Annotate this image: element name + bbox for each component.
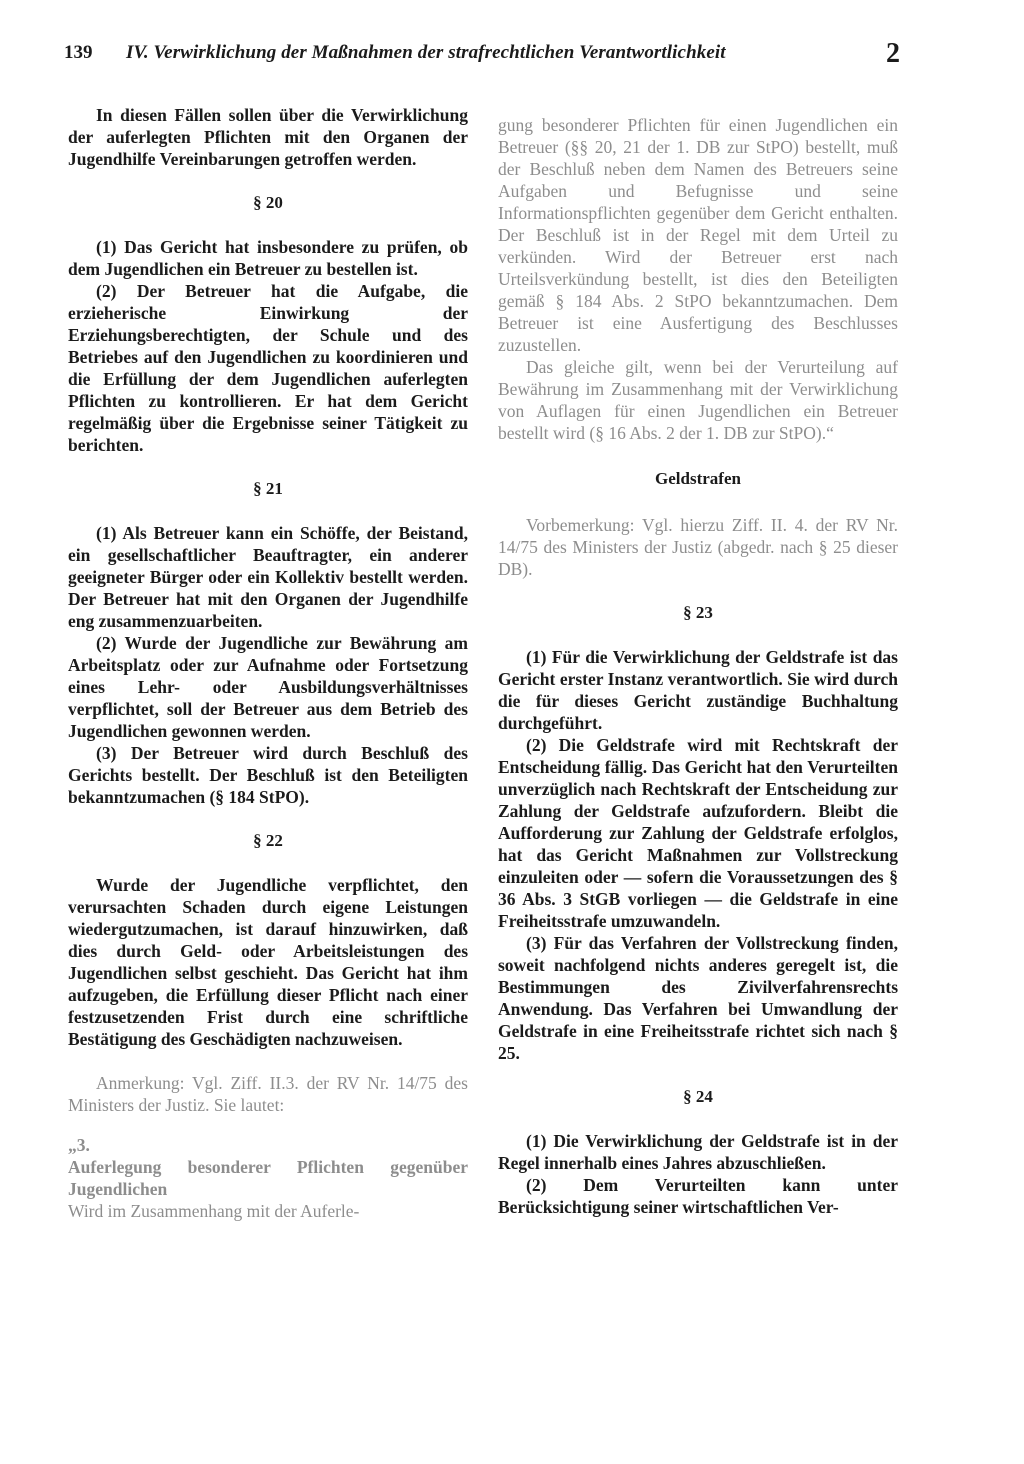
running-title: IV. Verwirklichung der Maßnahmen der strafrechtlichen Verantwortlichkeit — [126, 42, 726, 63]
section-20-para-2: (2) Der Betreuer hat die Aufgabe, die erzieherische Einwirkung der Erziehungsberechtigten, der Schule und des Betriebes auf den Jugendlichen zu koordinieren und die Erfüllung der dem Jugendlichen auferlegten Pflichten zu kontrollieren. Er hat dem Gericht regelmäßig über die Ergebnisse seiner Tätigkeit zu berichten. — [68, 281, 468, 455]
note-paragraph: Anmerkung: Vgl. Ziff. II.3. der RV Nr. 14/75 des Ministers der Justiz. Sie lautet: — [68, 1073, 468, 1115]
section-21-heading: § 21 — [253, 479, 283, 498]
quote-continuation: gung besonderer Pflichten für einen Jugendlichen ein Betreuer (§§ 20, 21 der 1. DB zur StPO) bestellt, muß der Beschluß neben dem Namen des Betreuers seine Aufgaben und Befugnisse und seine Informationspflichten gegenüber dem Gericht enthalten. Der Beschluß ist in der Regel mit dem Urteil zu verkünden. Wird der Betreuer erst nach Urteilsverkündung bestellt, ist dies den Beteiligten gemäß § 184 Abs. 2 StPO bekanntzumachen. Dem Betreuer ist eine Ausfertigung des Beschlusses zuzustellen. — [498, 115, 898, 355]
section-21-para-1: (1) Als Betreuer kann ein Schöffe, der Beistand, ein gesellschaftlicher Beauftragter, ein anderer geeigneter Bürger oder ein Kollektiv bestellt werden. Der Betreuer hat mit den Organen der Jugendhilfe eng zusammenzuarbeiten. — [68, 523, 468, 631]
quote-paragraph-2: Das gleiche gilt, wenn bei der Verurteilung auf Bewährung im Zusammenhang mit der Verwirklichung von Auflagen für einen Jugendlichen ein Betreuer bestellt wird (§ 16 Abs. 2 der 1. DB zur StPO).“ — [498, 357, 898, 443]
section-23-para-2: (2) Die Geldstrafe wird mit Rechtskraft der Entscheidung fällig. Das Gericht hat den Verurteilten unverzüglich nach Rechtskraft der Entscheidung zur Zahlung der Geldstrafe aufzufordern. Bleibt die Aufforderung zur Zahlung der Geldstrafe erfolglos, hat das Gericht Maßnahmen zur Vollstreckung einzuleiten oder — sofern die Voraussetzungen des § 36 Abs. 3 StGB vorliegen — die Geldstrafe in eine Freiheitsstrafe umzuwandeln. — [498, 735, 898, 931]
section-21-para-3: (3) Der Betreuer wird durch Beschluß des Gerichts bestellt. Der Beschluß ist den Beteiligten bekanntzumachen (§ 184 StPO). — [68, 743, 468, 807]
section-21-para-2: (2) Wurde der Jugendliche zur Bewährung am Arbeitsplatz oder zur Aufnahme oder Fortsetzung eines Lehr- oder Ausbildungsverhältnisses verpflichtet, soll der Betreuer aus dem Betrieb des Jugendlichen gewonnen werden. — [68, 633, 468, 741]
right-column — [498, 114, 898, 1218]
chapter-marker: 2 — [886, 38, 900, 69]
section-20-para-1: (1) Das Gericht hat insbesondere zu prüfen, ob dem Jugendlichen ein Betreuer zu bestellen ist. — [68, 237, 468, 279]
section-23-para-1: (1) Für die Verwirklichung der Geldstrafe ist das Gericht erster Instanz verantwortlich. Sie wird durch die für dieses Gericht zuständige Buchhaltung durchgeführt. — [498, 647, 898, 733]
page-number: 139 — [64, 42, 93, 63]
section-22-heading: § 22 — [253, 831, 283, 850]
intro-paragraph: In diesen Fällen sollen über die Verwirklichung der auferlegten Pflichten mit den Organen der Jugendhilfe Vereinbarungen getroffen werden. — [68, 105, 468, 169]
section-24-heading: § 24 — [683, 1087, 713, 1106]
geldstrafen-note: Vorbemerkung: Vgl. hierzu Ziff. II. 4. der RV Nr. 14/75 des Ministers der Justiz (abgedr. nach § 25 dieser DB). — [498, 515, 898, 579]
geldstrafen-heading: Geldstrafen — [655, 469, 741, 488]
section-24-para-2: (2) Dem Verurteilten kann unter Berücksichtigung seiner wirtschaftlichen Ver- — [498, 1175, 898, 1217]
left-column — [68, 104, 468, 1222]
quote-heading: Auferlegung besonderer Pflichten gegenüber Jugendlichen — [68, 1157, 468, 1199]
section-24-para-1: (1) Die Verwirklichung der Geldstrafe ist in der Regel innerhalb eines Jahres abzuschließen. — [498, 1131, 898, 1173]
quote-number: „3. — [68, 1135, 90, 1155]
section-22-para-1: Wurde der Jugendliche verpflichtet, den verursachten Schaden durch eigene Leistungen wiedergutzumachen, ist darauf hinzuwirken, daß dies durch Geld- oder Arbeitsleistungen des Jugendlichen selbst geschieht. Das Gericht hat ihm aufzugeben, die Erfüllung dieser Pflicht nach einer festzusetzenden Frist durch eine schriftliche Bestätigung des Geschädigten nachzuweisen. — [68, 875, 468, 1049]
running-header — [64, 42, 914, 76]
section-23-heading: § 23 — [683, 603, 713, 622]
section-23-para-3: (3) Für das Verfahren der Vollstreckung finden, soweit nachfolgend nichts anderes geregelt ist, die Bestimmungen des Zivilverfahrensrechts Anwendung. Das Verfahren bei Umwandlung der Geldstrafe in eine Freiheitsstrafe richtet sich nach § 25. — [498, 933, 898, 1063]
section-20-heading: § 20 — [253, 193, 283, 212]
quote-start: Wird im Zusammenhang mit der Auferle- — [68, 1201, 360, 1221]
